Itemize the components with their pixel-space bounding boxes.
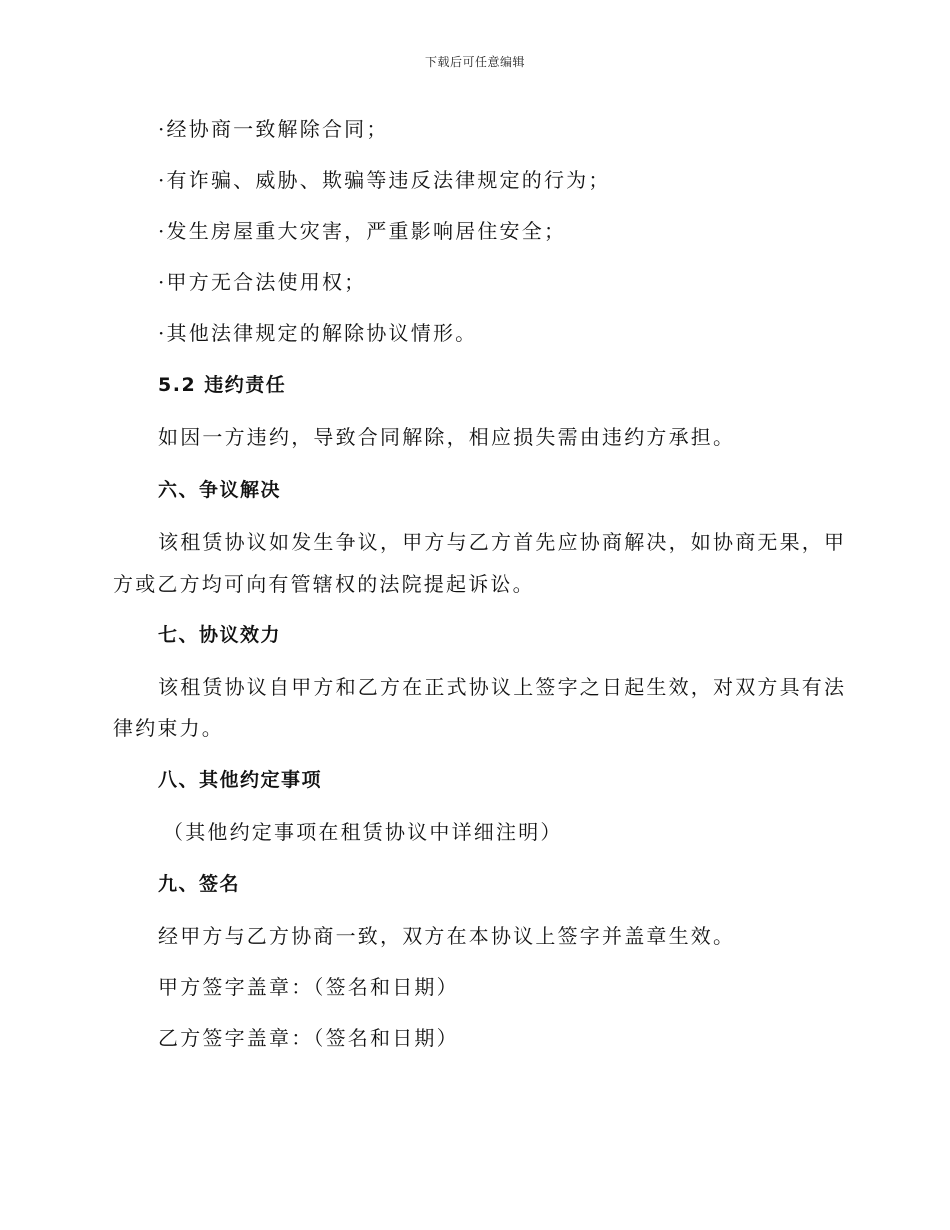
paragraph-dispute-line-2: 方或乙方均可向有管辖权的法院提起诉讼。 — [113, 572, 535, 596]
party-b-signature-line: 乙方签字盖章：（签名和日期） — [158, 1026, 459, 1050]
section-heading-6: 六、争议解决 — [158, 479, 282, 501]
paragraph-other-terms: （其他约定事项在租赁协议中详细注明） — [163, 820, 563, 844]
section-heading-8: 八、其他约定事项 — [158, 769, 323, 791]
termination-condition-2: ·有诈骗、威胁、欺骗等违反法律规定的行为； — [158, 168, 611, 192]
paragraph-signature-agreement: 经甲方与乙方协商一致，双方在本协议上签字并盖章生效。 — [158, 924, 736, 948]
termination-condition-5: ·其他法律规定的解除协议情形。 — [158, 321, 478, 345]
section-heading-7: 七、协议效力 — [158, 624, 282, 646]
paragraph-effect-line-2: 律约束力。 — [113, 716, 224, 740]
paragraph-dispute-line-1: 该租赁协议如发生争议，甲方与乙方首先应协商解决，如协商无果，甲 — [158, 530, 847, 554]
section-heading-9: 九、签名 — [158, 873, 241, 895]
paragraph-effect-line-1: 该租赁协议自甲方和乙方在正式协议上签字之日起生效，对双方具有法 — [158, 675, 847, 699]
termination-condition-1: ·经协商一致解除合同； — [158, 117, 389, 141]
section-heading-5-2: 5.2 违约责任 — [158, 374, 287, 396]
header-note: 下载后可任意编辑 — [424, 55, 525, 69]
party-a-signature-line: 甲方签字盖章：（签名和日期） — [158, 975, 459, 999]
paragraph-breach-liability: 如因一方违约，导致合同解除，相应损失需由违约方承担。 — [158, 425, 736, 449]
termination-condition-4: ·甲方无合法使用权； — [158, 270, 367, 294]
termination-condition-3: ·发生房屋重大灾害，严重影响居住安全； — [158, 219, 567, 243]
